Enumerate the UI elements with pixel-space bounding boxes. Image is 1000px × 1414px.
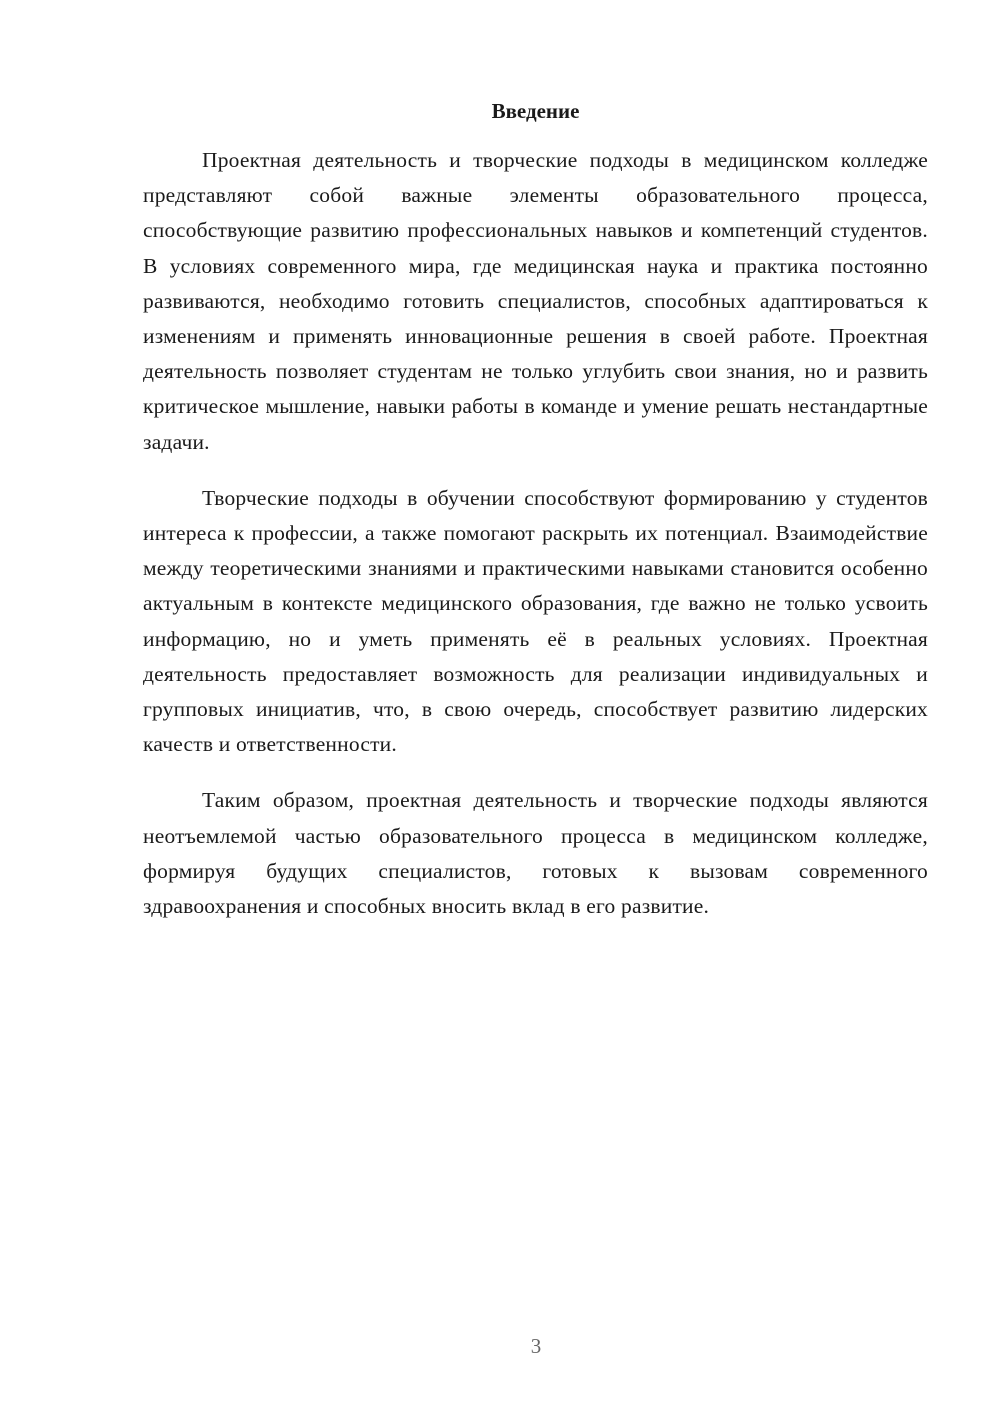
body-text <box>143 143 928 945</box>
paragraph-1: Проектная деятельность и творческие подходы в медицинском колледже представляют собой важные элементы образовательного процесса, способствующие развитию профессиональных навыков и компетенций студентов. В условиях современного мира, где медицинская наука и практика постоянно развиваются, необходимо готовить специалистов, способных адаптироваться к изменениям и применять инновационные решения в своей работе. Проектная деятельность позволяет студентам не только углубить свои знания, но и развить критическое мышление, навыки работы в команде и умение решать нестандартные задачи. <box>143 148 928 454</box>
page-number: 3 <box>530 1334 542 1358</box>
section-heading: Введение <box>491 99 580 123</box>
paragraph-3: Таким образом, проектная деятельность и творческие подходы являются неотъемлемой частью образовательного процесса в медицинском колледже, формируя будущих специалистов, готовых к вызовам современного здравоохранения и способных вносить вклад в его развитие. <box>143 788 928 919</box>
paragraph-2: Творческие подходы в обучении способствуют формированию у студентов интереса к профессии, а также помогают раскрыть их потенциал. Взаимодействие между теоретическими знаниями и практическими навыками становится особенно актуальным в контексте медицинского образования, где важно не только усвоить информацию, но и уметь применять её в реальных условиях. Проектная деятельность предоставляет возможность для реализации индивидуальных и групповых инициатив, что, в свою очередь, способствует развитию лидерских качеств и ответственности. <box>143 485 928 757</box>
